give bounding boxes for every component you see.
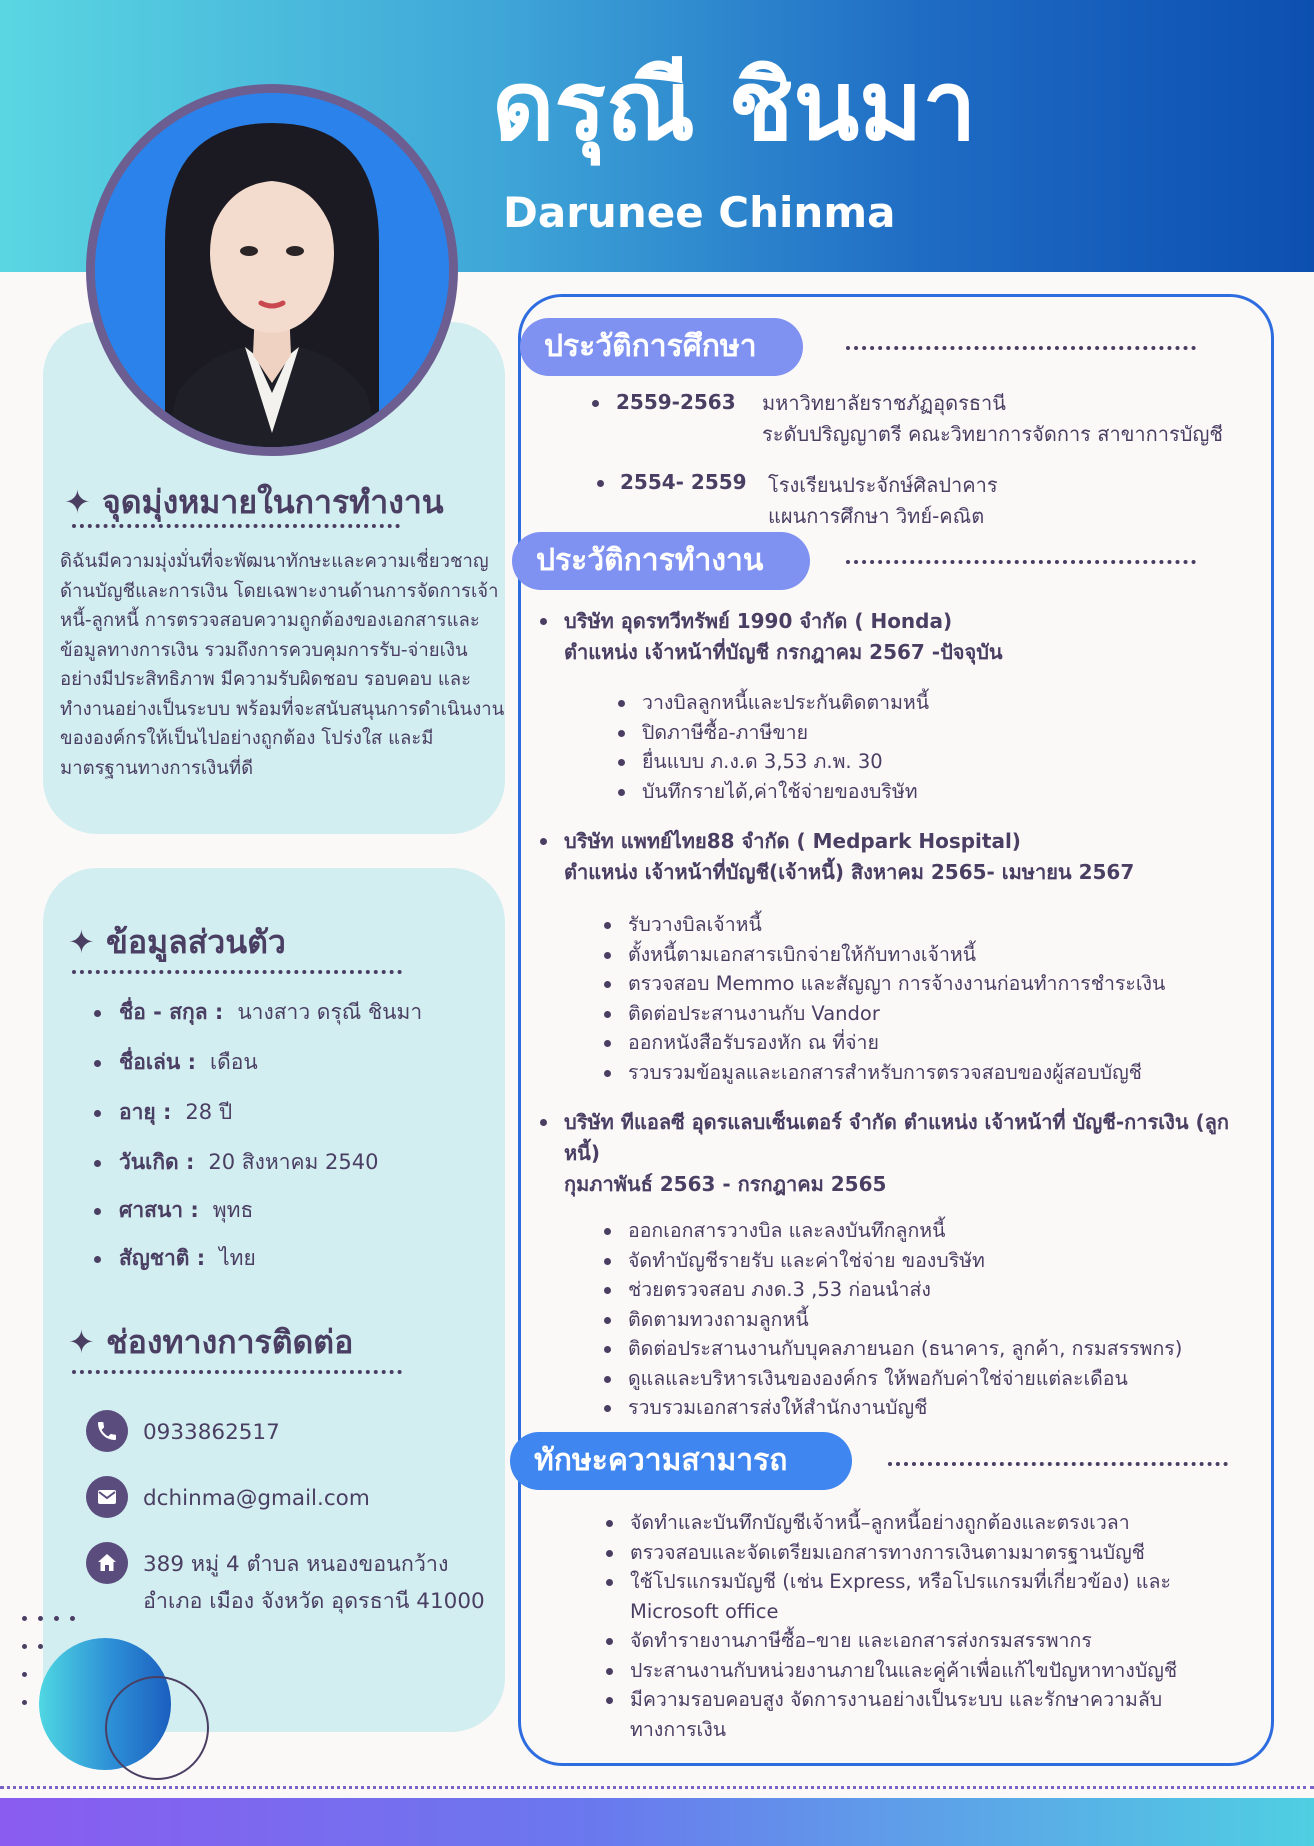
list-item: ยื่นแบบ ภ.ง.ด 3,53 ภ.พ. 30 [616,747,929,777]
education-school-2: โรงเรียนประจักษ์ศิลปาคาร [768,473,998,497]
list-item: ใช้โปรแกรมบัญชี (เช่น Express, หรือโปรแกรมที่เกี่ยวข้อง) และ Microsoft office [604,1567,1214,1626]
education-divider [846,346,1196,350]
list-item: ออกเอกสารวางบิล และลงบันทึกลูกหนี้ [602,1216,1182,1246]
list-item: ติดตามทวงถามลูกหนี้ [602,1305,1182,1335]
education-years-2: 2554- 2559 [620,470,747,494]
list-item: รวบรวมข้อมูลและเอกสารสำหรับการตรวจสอบของผู้สอบบัญชี [602,1058,1165,1088]
education-detail-1: ระดับปริญญาตรี คณะวิทยาการจัดการ สาขาการบัญชี [762,422,1224,446]
work-divider [846,560,1196,564]
job-2-header [564,826,1244,888]
list-item: ปิดภาษีซื้อ-ภาษีขาย [616,718,929,748]
info-row-religion: ศาสนา : พุทธ [94,1200,253,1221]
job-3-duties [602,1216,1182,1423]
list-item: ติดต่อประสานงานกับบุคลภายนอก (ธนาคาร, ลูกค้า, กรมสรรพกร) [602,1334,1182,1364]
list-item: บันทึกรายได้,ค่าใช้จ่ายของบริษัท [616,777,929,807]
job-1-position: ตำแหน่ง เจ้าหน้าที่บัญชี กรกฎาคม 2567 -ปัจจุบัน [564,640,1003,664]
list-item: ออกหนังสือรับรองหัก ณ ที่จ่าย [602,1028,1165,1058]
job-1-company: บริษัท อุดรทวีทรัพย์ 1990 จำกัด ( Honda) [564,609,953,633]
skills-divider [888,1462,1228,1466]
list-item: ตรวจสอบและจัดเตรียมเอกสารทางการเงินตามมาตรฐานบัญชี [604,1538,1214,1568]
list-item: วางบิลลูกหนี้และประกันติดตามหนี้ [616,688,929,718]
list-item: จัดทำและบันทึกบัญชีเจ้าหนี้–ลูกหนี้อย่างถูกต้องและตรงเวลา [604,1508,1214,1538]
list-item: ตรวจสอบ Memmo และสัญญา การจ้างงานก่อนทำการชำระเงิน [602,969,1165,999]
contact-phone[interactable]: 0933862517 [143,1420,280,1445]
contact-divider [72,1370,402,1374]
objective-divider [72,524,400,528]
sparkle-icon: ✦ [68,923,95,961]
footer-divider [0,1786,1314,1789]
job-3-position: กุมภาพันธ์ 2563 - กรกฎาคม 2565 [564,1172,887,1196]
info-row-age: อายุ : 28 ปี [94,1102,232,1123]
list-item: จัดทำบัญชีรายรับ และค่าใช่จ่าย ของบริษัท [602,1246,1182,1276]
list-item: ติดต่อประสานงานกับ Vandor [602,999,1165,1029]
home-icon [86,1542,128,1584]
skills-list [604,1508,1214,1744]
skills-title: ทักษะความสามารถ [510,1432,852,1490]
info-row-nickname: ชื่อเล่น : เดือน [94,1052,258,1073]
mail-icon [86,1476,128,1518]
contact-email[interactable]: dchinma@gmail.com [143,1486,370,1511]
job-1-header [564,606,1244,668]
address-line-2: อำเภอ เมือง จังหวัด อุดรธานี 41000 [143,1589,485,1614]
personal-title: ✦ ข้อมูลส่วนตัว [68,923,286,961]
job-2-position: ตำแหน่ง เจ้าหน้าที่บัญชี(เจ้าหนี้) สิงหาคม 2565- เมษายน 2567 [564,860,1135,884]
list-item: ตั้งหนี้ตามเอกสารเบิกจ่ายให้กับทางเจ้าหนี้ [602,940,1165,970]
info-row-nationality: สัญชาติ : ไทย [94,1248,256,1269]
education-title: ประวัติการศึกษา [520,318,803,376]
job-2-duties [602,910,1165,1087]
job-3-company: บริษัท ทีแอลซี อุดรแลบเซ็นเตอร์ จำกัด ตำแหน่ง เจ้าหน้าที่ บัญชี-การเงิน (ลูกหนี้) [564,1110,1230,1165]
list-item: ดูแลและบริหารเงินขององค์กร ให้พอกับค่าใช่จ่ายแต่ละเดือน [602,1364,1182,1394]
profile-photo [86,84,458,456]
list-item: มีความรอบคอบสูง จัดการงานอย่างเป็นระบบ และรักษาความลับทางการเงิน [604,1685,1214,1744]
name-thai: ดรุณี ชินมา [492,50,977,162]
contact-title: ✦ ช่องทางการติดต่อ [68,1323,354,1361]
info-row-birthday: วันเกิด : 20 สิงหาคม 2540 [94,1152,379,1173]
footer-bar [0,1798,1314,1846]
list-item: ประสานงานกับหน่วยงานภายในและคู่ค้าเพื่อแก้ไขปัญหาทางบัญชี [604,1656,1214,1686]
education-item-2 [768,470,998,532]
education-years-1: 2559-2563 [616,390,736,414]
objective-text: ดิฉันมีความมุ่งมั่นที่จะพัฒนาทักษะและความเชี่ยวชาญด้านบัญชีและการเงิน โดยเฉพาะงานด้านการจัดการเจ้าหนี้-ลูกหนี้ การตรวจสอบความถูกต้องของเอกสารและข้อมูลทางการเงิน รวมถึงการควบคุมการรับ-จ่ายเงินอย่างมีประสิทธิภาพ มีความรับผิดชอบ รอบคอบ และทำงานอย่างเป็นระบบ พร้อมที่จะสนับสนุนการดำเนินงานขององค์กรให้เป็นไปอย่างถูกต้อง โปร่งใส และมีมาตรฐานทางการเงินที่ดี [60,551,505,779]
address-line-1: 389 หมู่ 4 ตำบล หนองขอนกว้าง [143,1552,449,1577]
education-item-1 [762,388,1223,450]
objective-title: ✦ จุดมุ่งหมายในการทำงาน [64,483,444,521]
list-item: จัดทำรายงานภาษีซื้อ–ขาย และเอกสารส่งกรมสรรพากร [604,1626,1214,1656]
education-detail-2: แผนการศึกษา วิทย์-คณิต [768,504,985,528]
phone-icon [86,1410,128,1452]
list-item: รวบรวมเอกสารส่งให้สำนักงานบัญชี [602,1393,1182,1423]
personal-divider [72,970,402,974]
list-item: รับวางบิลเจ้าหนี้ [602,910,1165,940]
contact-address [143,1546,485,1620]
decorative-ring [105,1676,209,1780]
info-row-fullname: ชื่อ - สกุล : นางสาว ดรุณี ชินมา [94,1002,422,1023]
job-1-duties [616,688,929,806]
name-english: Darunee Chinma [503,188,896,237]
job-2-company: บริษัท แพทย์ไทย88 จำกัด ( Medpark Hospital) [564,829,1021,853]
education-school-1: มหาวิทยาลัยราชภัฏอุดรธานี [762,391,1006,415]
list-item: ช่วยตรวจสอบ ภงด.3 ,53 ก่อนนำส่ง [602,1275,1182,1305]
job-3-header [564,1107,1244,1200]
sparkle-icon: ✦ [64,483,91,521]
work-title: ประวัติการทำงาน [512,532,810,590]
sparkle-icon: ✦ [68,1323,95,1361]
